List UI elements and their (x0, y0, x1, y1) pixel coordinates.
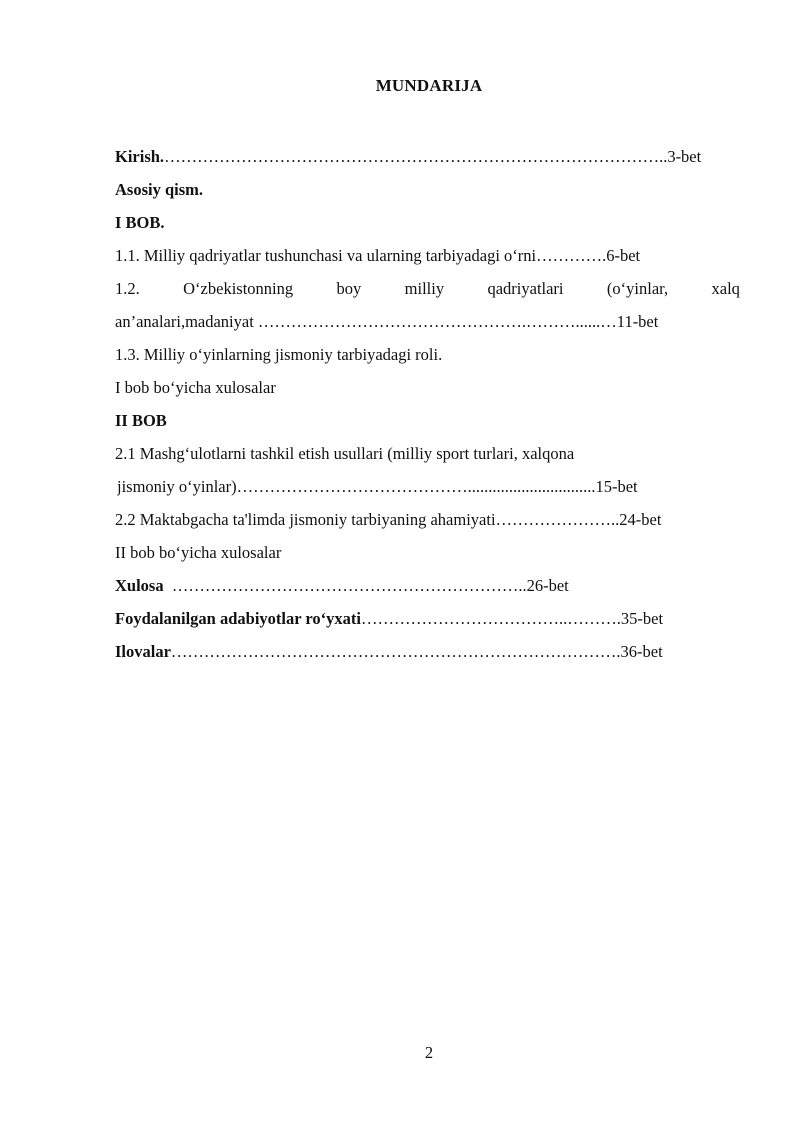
toc-entry-leader: ……………………………………………………………………….36-bet (170, 642, 663, 661)
page-title: MUNDARIJA (375, 76, 483, 95)
toc-entry-ilovalar (115, 635, 740, 668)
toc-entry-label: Kirish. (115, 147, 165, 166)
toc-entry-bob1-xulosa: I bob bo‘yicha xulosalar (115, 378, 276, 397)
toc-entry-leader: ……………………………………………………………………………….. (164, 147, 668, 166)
toc-heading-bob1: I BOB. (115, 213, 165, 232)
toc-entry-leader: ………………………………..……….35-bet (361, 609, 664, 628)
toc-entry-label: Foydalanilgan adabiyotlar ro‘yxati (115, 609, 362, 628)
toc-entry-2-1: 2.1 Mashg‘ulotlarni tashkil etish usullari (milliy sport turlari, xalqona (115, 444, 575, 463)
page-number: 2 (424, 1043, 434, 1062)
toc-heading-bob2: II BOB (115, 411, 167, 430)
toc-entry-1-2 (115, 272, 740, 305)
toc-entry-bob2-xulosa: II bob bo‘yicha xulosalar (115, 543, 282, 562)
toc-entry-leader: ………………………………………………………..26-bet (163, 576, 569, 595)
toc-entry-1-2-continued: an’analari,madaniyat ………………………………………….………......…11-bet (115, 312, 659, 331)
toc-word: (o‘yinlar, (606, 279, 669, 298)
toc-entry-1-1: 1.1. Milliy qadriyatlar tushunchasi va ularning tarbiyadagi o‘rni………….6-bet (115, 246, 641, 265)
toc-entry-kirish (115, 140, 740, 173)
toc-word: boy (336, 279, 362, 298)
toc-entry-1-3: 1.3. Milliy o‘yinlarning jismoniy tarbiyadagi roli. (115, 345, 443, 364)
toc-word: milliy (404, 279, 445, 298)
toc-entry-label: Ilovalar (115, 642, 171, 661)
toc-entry-2-2: 2.2 Maktabgacha ta'limda jismoniy tarbiyaning ahamiyati…………………..24-bet (115, 510, 662, 529)
toc-heading-asosiy: Asosiy qism. (115, 180, 204, 199)
toc-word: qadriyatlari (487, 279, 564, 298)
toc-entry-xulosa (115, 569, 740, 602)
toc-word: O‘zbekistonning (183, 279, 294, 298)
toc-entry-2-1-continued: jismoniy o‘yinlar)……………………………………...............................15-bet (117, 477, 638, 496)
toc-word: xalq (711, 279, 740, 298)
toc-word: 1.2. (115, 279, 140, 298)
toc-entry-page: 3-bet (667, 147, 702, 166)
toc-entry-label: Xulosa (115, 576, 164, 595)
toc-entry-adabiyotlar (115, 602, 740, 635)
table-of-contents (115, 140, 740, 668)
